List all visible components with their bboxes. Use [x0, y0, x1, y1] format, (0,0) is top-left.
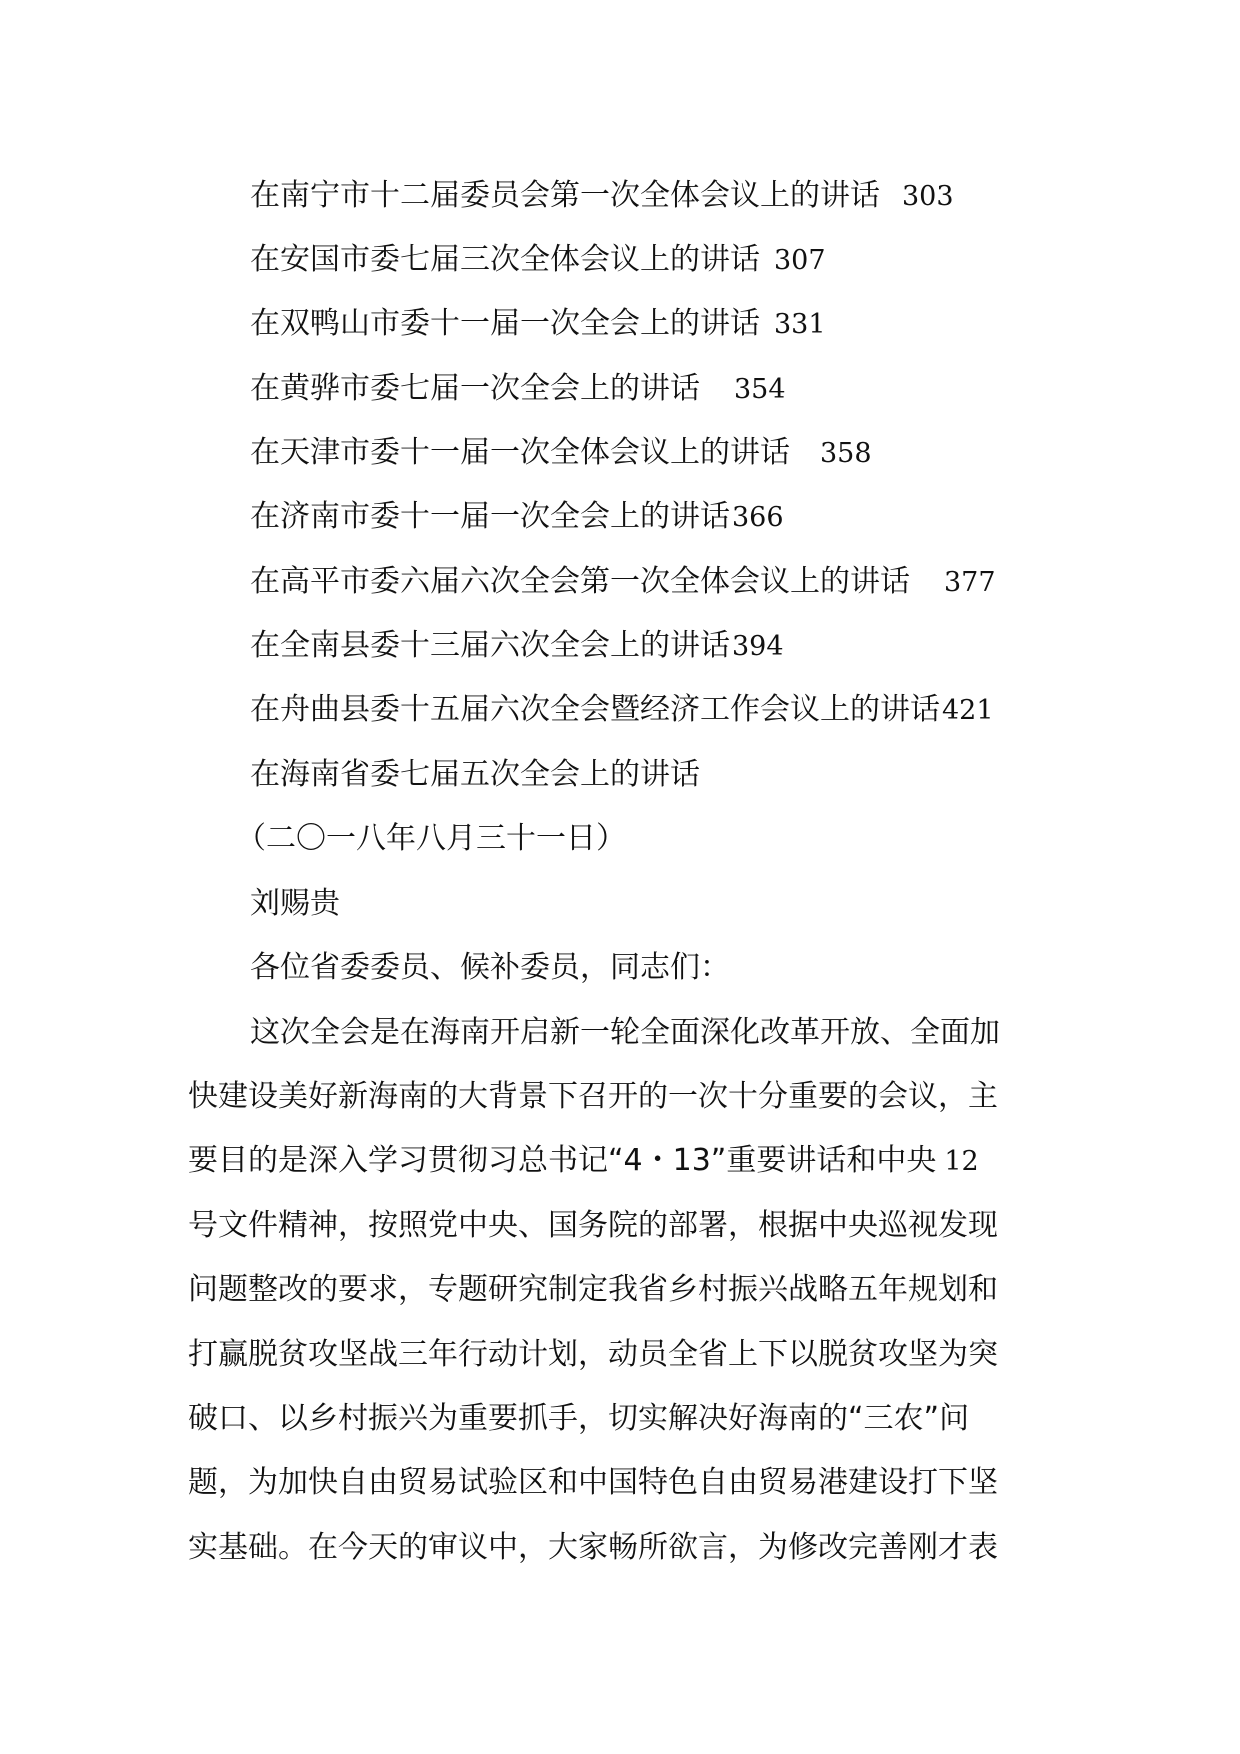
speech-title: 在海南省委七届五次全会上的讲话 — [250, 757, 700, 792]
toc-entry-title: 在安国市委七届三次全体会议上的讲话 — [250, 242, 760, 277]
toc-entry-page: 354 — [734, 374, 786, 405]
toc-entry-title: 在全南县委十三届六次全会上的讲话 — [250, 628, 730, 663]
speech-date: （二〇一八年八月三十一日） — [236, 821, 626, 856]
toc-entry-title: 在高平市委六届六次全会第一次全体会议上的讲话 — [250, 564, 910, 599]
paragraph-line — [188, 1141, 1060, 1182]
toc-entry — [250, 562, 996, 603]
toc-entry-page: 377 — [944, 567, 996, 598]
paragraph-line-number: 12 — [944, 1146, 979, 1177]
toc-entry — [250, 433, 872, 474]
paragraph-line: 快建设美好新海南的大背景下召开的一次十分重要的会议，主 — [188, 1079, 998, 1114]
toc-entry-page: 303 — [902, 181, 954, 212]
paragraph-line: 号文件精神，按照党中央、国务院的部署，根据中央巡视发现 — [188, 1208, 998, 1243]
speech-author: 刘赐贵 — [250, 886, 340, 921]
toc-entry-title: 在南宁市十二届委员会第一次全体会议上的讲话 — [250, 178, 880, 213]
paragraph-line: 打赢脱贫攻坚战三年行动计划，动员全省上下以脱贫攻坚为突 — [188, 1337, 998, 1372]
toc-entry-title: 在黄骅市委七届一次全会上的讲话 — [250, 371, 700, 406]
toc-entry-title: 在天津市委十一届一次全体会议上的讲话 — [250, 435, 790, 470]
toc-entry — [250, 690, 994, 731]
paragraph-line-text: 要目的是深入学习贯彻习总书记“4・13”重要讲话和中央 — [188, 1143, 937, 1178]
toc-entry-title: 在济南市委十一届一次全会上的讲话 — [250, 499, 730, 534]
toc-entry-title: 在舟曲县委十五届六次全会暨经济工作会议上的讲话 — [250, 692, 940, 727]
toc-entry-page: 358 — [820, 438, 872, 469]
toc-entry-page: 331 — [774, 309, 826, 340]
toc-entry-title: 在双鸭山市委十一届一次全会上的讲话 — [250, 306, 760, 341]
speech-salutation: 各位省委委员、候补委员，同志们： — [250, 950, 730, 985]
toc-entry — [250, 369, 786, 410]
toc-entry — [250, 497, 784, 538]
paragraph-line: 破口、以乡村振兴为重要抓手，切实解决好海南的“三农”问 — [188, 1401, 970, 1436]
toc-entry — [250, 304, 826, 345]
toc-entry — [250, 176, 954, 217]
toc-entry — [250, 626, 784, 667]
toc-entry-page: 421 — [942, 695, 994, 726]
paragraph-line: 实基础。在今天的审议中，大家畅所欲言，为修改完善刚才表 — [188, 1530, 998, 1565]
paragraph-line: 问题整改的要求，专题研究制定我省乡村振兴战略五年规划和 — [188, 1272, 998, 1307]
paragraph-line: 这次全会是在海南开启新一轮全面深化改革开放、全面加 — [250, 1015, 1000, 1050]
toc-entry — [250, 240, 826, 281]
paragraph-line: 题，为加快自由贸易试验区和中国特色自由贸易港建设打下坚 — [188, 1465, 998, 1500]
toc-entry-page: 366 — [732, 502, 784, 533]
toc-entry-page: 307 — [774, 245, 826, 276]
toc-entry-page: 394 — [732, 631, 784, 662]
